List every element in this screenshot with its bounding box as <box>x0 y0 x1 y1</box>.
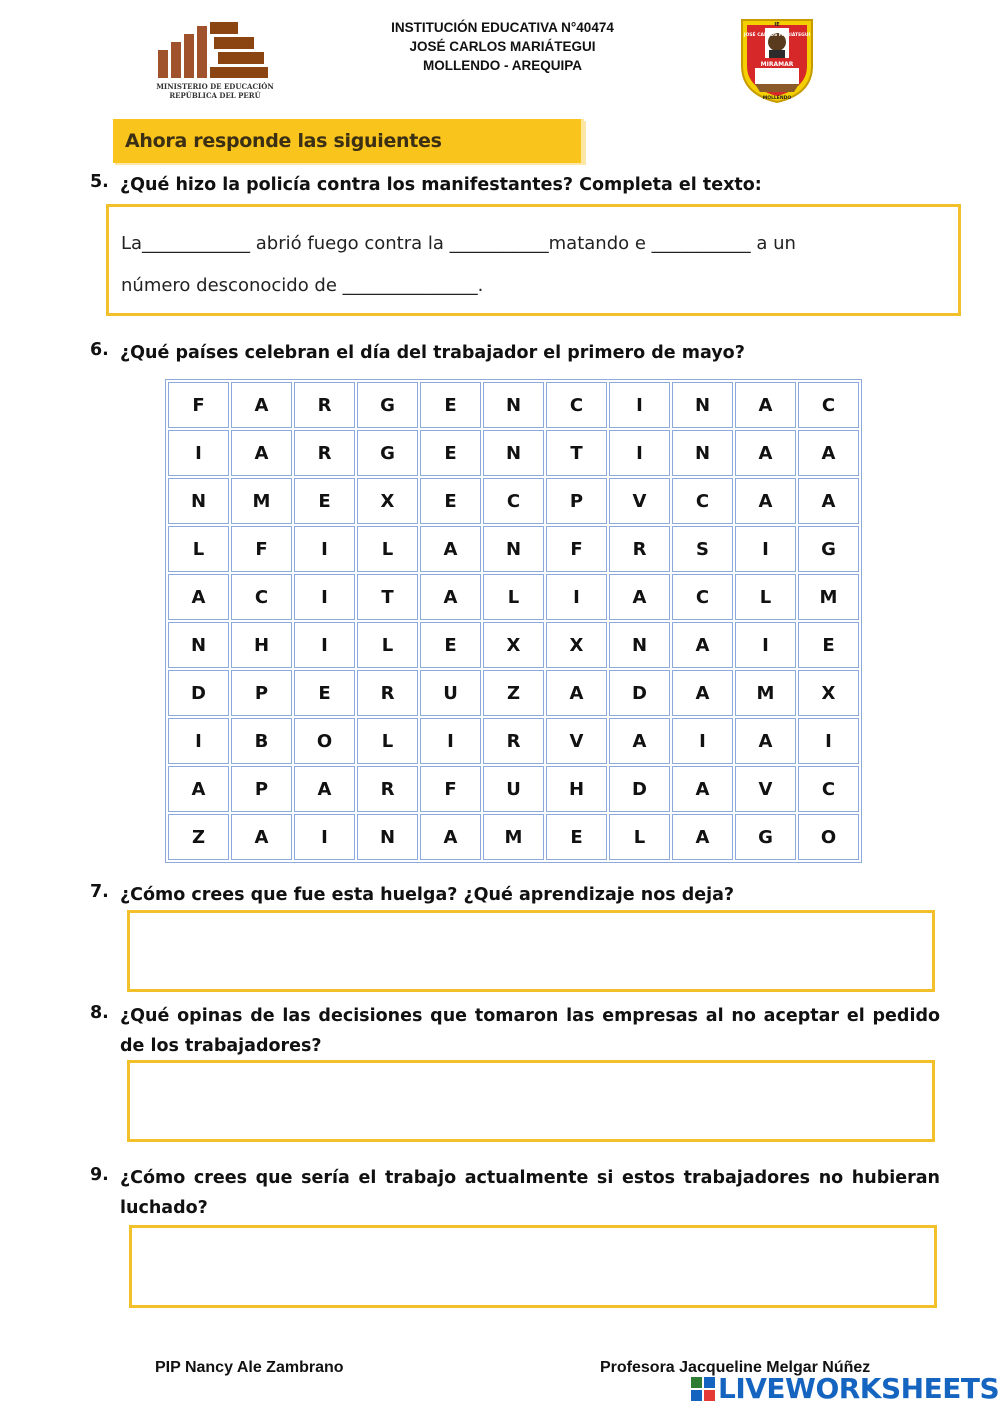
q9-text: ¿Cómo crees que sería el trabajo actualmente si estos trabajadores no hubieran luchado? <box>120 1168 940 1218</box>
word-search-cell[interactable]: A <box>546 670 607 716</box>
q8-number: 8. <box>90 1003 109 1023</box>
word-search-cell[interactable]: A <box>231 430 292 476</box>
q5-text: ¿Qué hizo la policía contra los manifestantes? Completa el texto: <box>120 175 762 195</box>
word-search-cell[interactable]: A <box>168 766 229 812</box>
word-search-cell[interactable]: S <box>672 526 733 572</box>
word-search-cell[interactable]: E <box>546 814 607 860</box>
word-search-cell[interactable]: O <box>294 718 355 764</box>
word-search-cell[interactable]: C <box>798 766 859 812</box>
word-search-cell[interactable]: E <box>420 430 481 476</box>
word-search-cell[interactable]: P <box>546 478 607 524</box>
word-search-row <box>168 670 859 716</box>
q7-text: ¿Cómo crees que fue esta huelga? ¿Qué aprendizaje nos deja? <box>120 885 735 905</box>
word-search-cell[interactable]: M <box>735 670 796 716</box>
word-search-cell[interactable]: B <box>231 718 292 764</box>
q5-sentence-line-2[interactable]: número desconocido de _______________. <box>121 275 484 296</box>
word-search-cell[interactable]: R <box>609 526 670 572</box>
word-search-cell[interactable]: A <box>609 718 670 764</box>
word-search-cell[interactable]: I <box>609 430 670 476</box>
word-search-cell[interactable]: L <box>357 622 418 668</box>
word-search-cell[interactable]: M <box>798 574 859 620</box>
word-search-cell[interactable]: C <box>483 478 544 524</box>
word-search-cell[interactable]: N <box>168 622 229 668</box>
word-search-cell[interactable]: D <box>168 670 229 716</box>
word-search-cell[interactable]: I <box>420 718 481 764</box>
word-search-cell[interactable]: L <box>483 574 544 620</box>
word-search-cell[interactable]: E <box>294 670 355 716</box>
word-search-cell[interactable]: F <box>231 526 292 572</box>
footer-pip-name: PIP Nancy Ale Zambrano <box>155 1359 344 1376</box>
word-search-cell[interactable]: P <box>231 766 292 812</box>
word-search-cell[interactable]: I <box>735 622 796 668</box>
word-search-cell[interactable]: I <box>798 718 859 764</box>
q9-number: 9. <box>90 1165 109 1185</box>
word-search-cell[interactable]: F <box>168 382 229 428</box>
word-search-cell[interactable]: O <box>798 814 859 860</box>
word-search-cell[interactable]: A <box>735 382 796 428</box>
word-search-cell[interactable]: I <box>168 430 229 476</box>
word-search-cell[interactable]: A <box>672 622 733 668</box>
ministry-line-1: MINISTERIO DE EDUCACIÓN <box>156 82 274 91</box>
word-search-cell[interactable]: D <box>609 766 670 812</box>
word-search-cell[interactable]: I <box>672 718 733 764</box>
q9-answer-box[interactable] <box>129 1225 937 1308</box>
word-search-cell[interactable]: C <box>798 382 859 428</box>
word-search-cell[interactable]: A <box>420 526 481 572</box>
word-search-cell[interactable]: V <box>609 478 670 524</box>
word-search-cell[interactable]: R <box>357 670 418 716</box>
liveworksheets-logo-icon <box>690 1376 716 1402</box>
word-search-cell[interactable]: Z <box>168 814 229 860</box>
word-search-cell[interactable]: C <box>672 574 733 620</box>
word-search-cell[interactable]: I <box>294 574 355 620</box>
word-search-row <box>168 574 859 620</box>
word-search-cell[interactable]: R <box>294 382 355 428</box>
q7-answer-box[interactable] <box>127 910 935 992</box>
word-search-cell[interactable]: N <box>609 622 670 668</box>
school-line-2: JOSÉ CARLOS MARIÁTEGUI <box>409 39 596 54</box>
word-search-cell[interactable]: F <box>546 526 607 572</box>
word-search-cell[interactable]: E <box>798 622 859 668</box>
word-search-cell[interactable]: L <box>609 814 670 860</box>
word-search-cell[interactable]: A <box>168 574 229 620</box>
word-search-cell[interactable]: L <box>168 526 229 572</box>
q6-text: ¿Qué países celebran el día del trabajador el primero de mayo? <box>120 343 745 363</box>
word-search-cell[interactable]: E <box>420 622 481 668</box>
word-search-cell[interactable]: N <box>672 382 733 428</box>
word-search-cell[interactable]: D <box>609 670 670 716</box>
word-search-cell[interactable]: L <box>357 718 418 764</box>
word-search-cell[interactable]: N <box>483 382 544 428</box>
word-search-cell[interactable]: G <box>798 526 859 572</box>
liveworksheets-wordmark: LIVEWORKSHEETS <box>718 1372 1000 1405</box>
word-search-cell[interactable]: I <box>294 622 355 668</box>
word-search-cell[interactable]: T <box>357 574 418 620</box>
word-search-cell[interactable]: I <box>294 526 355 572</box>
word-search-cell[interactable]: A <box>672 670 733 716</box>
word-search-cell[interactable]: U <box>420 670 481 716</box>
school-line-3: MOLLENDO - AREQUIPA <box>423 58 582 73</box>
section-banner <box>113 119 584 163</box>
word-search-cell[interactable]: X <box>357 478 418 524</box>
word-search-cell[interactable]: Z <box>483 670 544 716</box>
word-search-row <box>168 718 859 764</box>
ministry-bars-icon <box>158 22 268 78</box>
word-search-cell[interactable]: N <box>483 526 544 572</box>
word-search-cell[interactable]: E <box>294 478 355 524</box>
word-search-cell[interactable]: L <box>357 526 418 572</box>
q5-sentence-line-1[interactable]: La____________ abrió fuego contra la ___________matando e ___________ a un <box>121 233 796 254</box>
q5-number: 5. <box>90 172 109 192</box>
word-search-cell[interactable]: R <box>357 766 418 812</box>
school-line-1: INSTITUCIÓN EDUCATIVA N°40474 <box>391 20 614 35</box>
word-search-cell[interactable]: C <box>546 382 607 428</box>
q6-number: 6. <box>90 340 109 360</box>
word-search-cell[interactable]: I <box>546 574 607 620</box>
crest-word-text: MIRAMAR <box>760 61 794 68</box>
word-search-cell[interactable]: A <box>420 574 481 620</box>
word-search-cell[interactable]: A <box>609 574 670 620</box>
word-search-cell[interactable]: G <box>357 382 418 428</box>
word-search-row <box>168 622 859 668</box>
ministry-line-2: REPÚBLICA DEL PERÚ <box>169 91 261 100</box>
word-search-cell[interactable]: G <box>735 814 796 860</box>
word-search-cell[interactable]: X <box>546 622 607 668</box>
word-search-cell[interactable]: H <box>546 766 607 812</box>
school-crest-icon <box>738 16 816 104</box>
ministry-caption <box>150 82 280 100</box>
word-search-cell[interactable]: R <box>483 718 544 764</box>
word-search-cell[interactable]: A <box>672 814 733 860</box>
word-search-cell[interactable]: L <box>735 574 796 620</box>
word-search-cell[interactable]: I <box>735 526 796 572</box>
school-name <box>360 18 645 75</box>
q7-number: 7. <box>90 882 109 902</box>
q8-text: ¿Qué opinas de las decisiones que tomaron las empresas al no aceptar el pedido de los trabajadores? <box>120 1006 940 1056</box>
word-search-cell[interactable]: C <box>231 574 292 620</box>
q5-fill-box[interactable] <box>106 204 961 316</box>
word-search-cell[interactable]: R <box>294 430 355 476</box>
crest-bottom-text: MOLLENDO <box>762 96 792 101</box>
word-search-cell[interactable]: T <box>546 430 607 476</box>
word-search-cell[interactable]: A <box>735 718 796 764</box>
word-search-row <box>168 766 859 812</box>
banner-title: Ahora responde las siguientes <box>125 130 442 152</box>
word-search-cell[interactable]: M <box>483 814 544 860</box>
word-search-cell[interactable]: G <box>357 430 418 476</box>
ministry-logo <box>150 18 280 108</box>
word-search-cell[interactable]: A <box>294 766 355 812</box>
word-search-cell[interactable]: E <box>420 478 481 524</box>
word-search-cell[interactable]: A <box>735 430 796 476</box>
word-search-cell[interactable]: P <box>231 670 292 716</box>
word-search-cell[interactable]: V <box>546 718 607 764</box>
word-search-cell[interactable]: V <box>735 766 796 812</box>
word-search-cell[interactable]: A <box>798 430 859 476</box>
word-search-cell[interactable]: I <box>294 814 355 860</box>
footer-teacher-name: Profesora Jacqueline Melgar Núñez <box>600 1359 871 1376</box>
word-search-cell[interactable]: X <box>483 622 544 668</box>
word-search-cell[interactable]: H <box>231 622 292 668</box>
word-search-row <box>168 430 859 476</box>
word-search-row <box>168 478 859 524</box>
word-search-cell[interactable]: N <box>672 430 733 476</box>
q8-answer-box[interactable] <box>127 1060 935 1142</box>
word-search-cell[interactable]: M <box>231 478 292 524</box>
word-search-row <box>168 814 859 860</box>
word-search-cell[interactable]: A <box>672 766 733 812</box>
word-search-cell[interactable]: I <box>609 382 670 428</box>
word-search-cell[interactable]: F <box>420 766 481 812</box>
word-search-cell[interactable]: A <box>735 478 796 524</box>
word-search-cell[interactable]: N <box>483 430 544 476</box>
word-search-cell[interactable]: A <box>420 814 481 860</box>
word-search-cell[interactable]: A <box>231 382 292 428</box>
word-search-cell[interactable]: N <box>168 478 229 524</box>
word-search-row <box>168 382 859 428</box>
word-search-grid[interactable] <box>165 379 862 863</box>
word-search-cell[interactable]: E <box>420 382 481 428</box>
word-search-cell[interactable]: A <box>798 478 859 524</box>
word-search-row <box>168 526 859 572</box>
word-search-cell[interactable]: I <box>168 718 229 764</box>
word-search-cell[interactable]: X <box>798 670 859 716</box>
word-search-cell[interactable]: U <box>483 766 544 812</box>
word-search-cell[interactable]: N <box>357 814 418 860</box>
word-search-cell[interactable]: A <box>231 814 292 860</box>
crest-top-text: IE <box>774 22 780 28</box>
word-search-cell[interactable]: C <box>672 478 733 524</box>
crest-name-text: JOSÉ CARLOS MARIÁTEGUI <box>743 33 811 38</box>
